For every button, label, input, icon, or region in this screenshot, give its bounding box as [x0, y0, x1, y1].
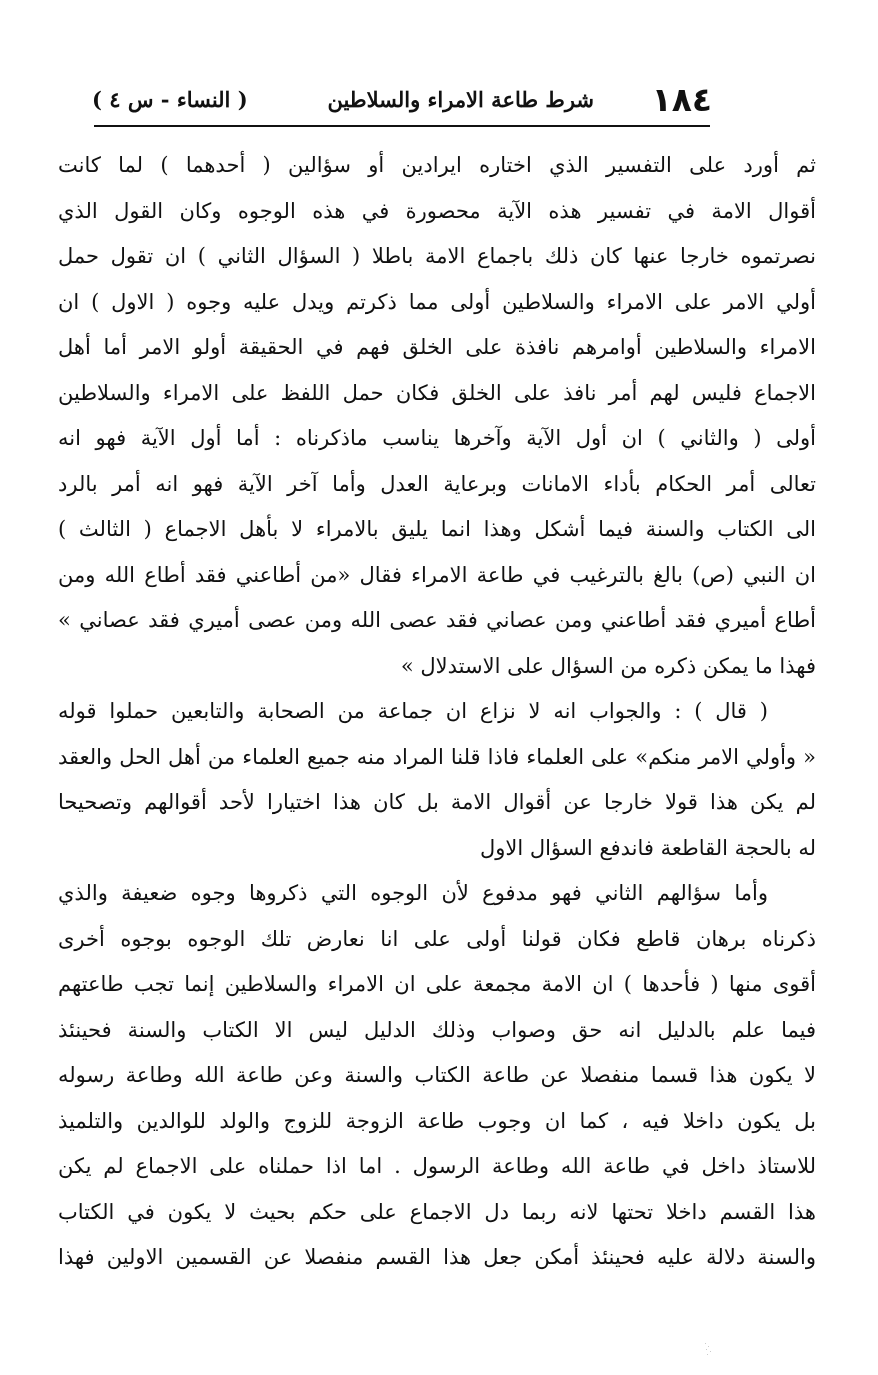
text-line: ذكرناه برهان قاطع فكان قولنا أولى على انا نعارض تلك الوجوه بوجوه أخرى	[58, 926, 816, 951]
header-rule	[94, 125, 710, 127]
text-line: فيما علم بالدليل انه حق وصواب وذلك الدليل ليس الا الكتاب والسنة فحينئذ	[58, 1017, 816, 1042]
section-reference: ( النساء - س ٤ )	[92, 87, 248, 112]
text-line: ثم أورد على التفسير الذي اختاره ايرادين أو سؤالين ( أحدهما ) لما كانت	[58, 153, 816, 177]
text-line: أقوال الامة في تفسير هذه الآية محصورة في هذه الوجوه وكان القول الذي	[58, 198, 816, 223]
text-line: ان النبي (ص) بالغ بالترغيب في طاعة الامراء فقال «من أطاعني فقد أطاع الله ومن	[58, 562, 816, 587]
text-line: هذا القسم داخلا تحتها لانه ربما دل الاجماع على حكم بحيث لا يكون في الكتاب	[58, 1199, 816, 1224]
text-line: الى الكتاب والسنة فيما أشكل وهذا انما يليق بالامراء لا بأهل الاجماع ( الثالث )	[58, 517, 816, 541]
body-text	[58, 143, 816, 1281]
text-line: للاستاذ داخل في طاعة الله وطاعة الرسول . اما اذا حملناه على الاجماع لم يكن	[58, 1154, 816, 1178]
text-line: فهذا ما يمكن ذكره من السؤال على الاستدلال »	[400, 653, 816, 678]
text-line: وأما سؤالهم الثاني فهو مدفوع لأن الوجوه التي ذكروها وجوه ضعيفة والذي	[58, 881, 768, 905]
text-line: أولي الامر على الامراء والسلاطين أولى مما ذكرتم ويدل عليه وجوه ( الاول ) ان	[58, 289, 816, 314]
running-title: شرط طاعة الامراء والسلاطين	[327, 87, 594, 112]
page-number: ١٨٤	[651, 80, 712, 119]
text-line: أولى ( والثاني ) ان أول الآية وآخرها يناسب ماذكرناه : أما أول الآية فهو انه	[58, 426, 816, 450]
text-line: ( قال ) : والجواب انه لا نزاع ان جماعة من الصحابة والتابعين حملوا قوله	[58, 699, 768, 723]
scan-speck	[703, 1342, 713, 1356]
text-line: « وأولي الامر منكم» على العلماء فاذا قلنا المراد منه جميع العلماء من أهل الحل والعقد	[58, 744, 816, 769]
text-line: تعالى أمر الحكام بأداء الامانات وبرعاية العدل وأما آخر الآية فهو انه أمر بالرد	[58, 471, 816, 496]
page-header	[92, 78, 712, 122]
text-line: لم يكن هذا قولا خارجا عن أقوال الامة بل كان هذا اختيارا لأحد أقوالهم وتصحيحا	[58, 790, 816, 814]
text-line: أقوى منها ( فأحدها ) ان الامة مجمعة على ان الامراء والسلاطين إنما تجب طاعتهم	[58, 972, 816, 996]
text-line: والسنة دلالة عليه فحينئذ أمكن جعل هذا القسم منفصلا عن القسمين الاولين فهذا	[58, 1245, 816, 1269]
text-line: أطاع أميري فقد أطاعني ومن عصاني فقد عصى الله ومن عصى أميري فقد عصاني »	[58, 608, 816, 632]
text-line: بل يكون داخلا فيه ، كما ان وجوب طاعة الزوجة للزوج والولد للوالدين والتلميذ	[58, 1108, 816, 1133]
text-line: نصرتموه خارجا عنها كان ذلك باجماع الامة باطلا ( السؤال الثاني ) ان تقول حمل	[58, 244, 816, 268]
text-line: الامراء والسلاطين أوامرهم نافذة على الخلق فهم في الحقيقة أولو الامر أما أهل	[58, 335, 816, 359]
text-line: الاجماع فليس لهم أمر نافذ على الخلق فكان حمل اللفظ على الامراء والسلاطين	[58, 380, 816, 405]
text-line: له بالحجة القاطعة فاندفع السؤال الاول	[479, 835, 816, 860]
text-line: لا يكون هذا قسما منفصلا عن طاعة الكتاب والسنة وعن طاعة الله وطاعة رسوله	[58, 1063, 816, 1087]
